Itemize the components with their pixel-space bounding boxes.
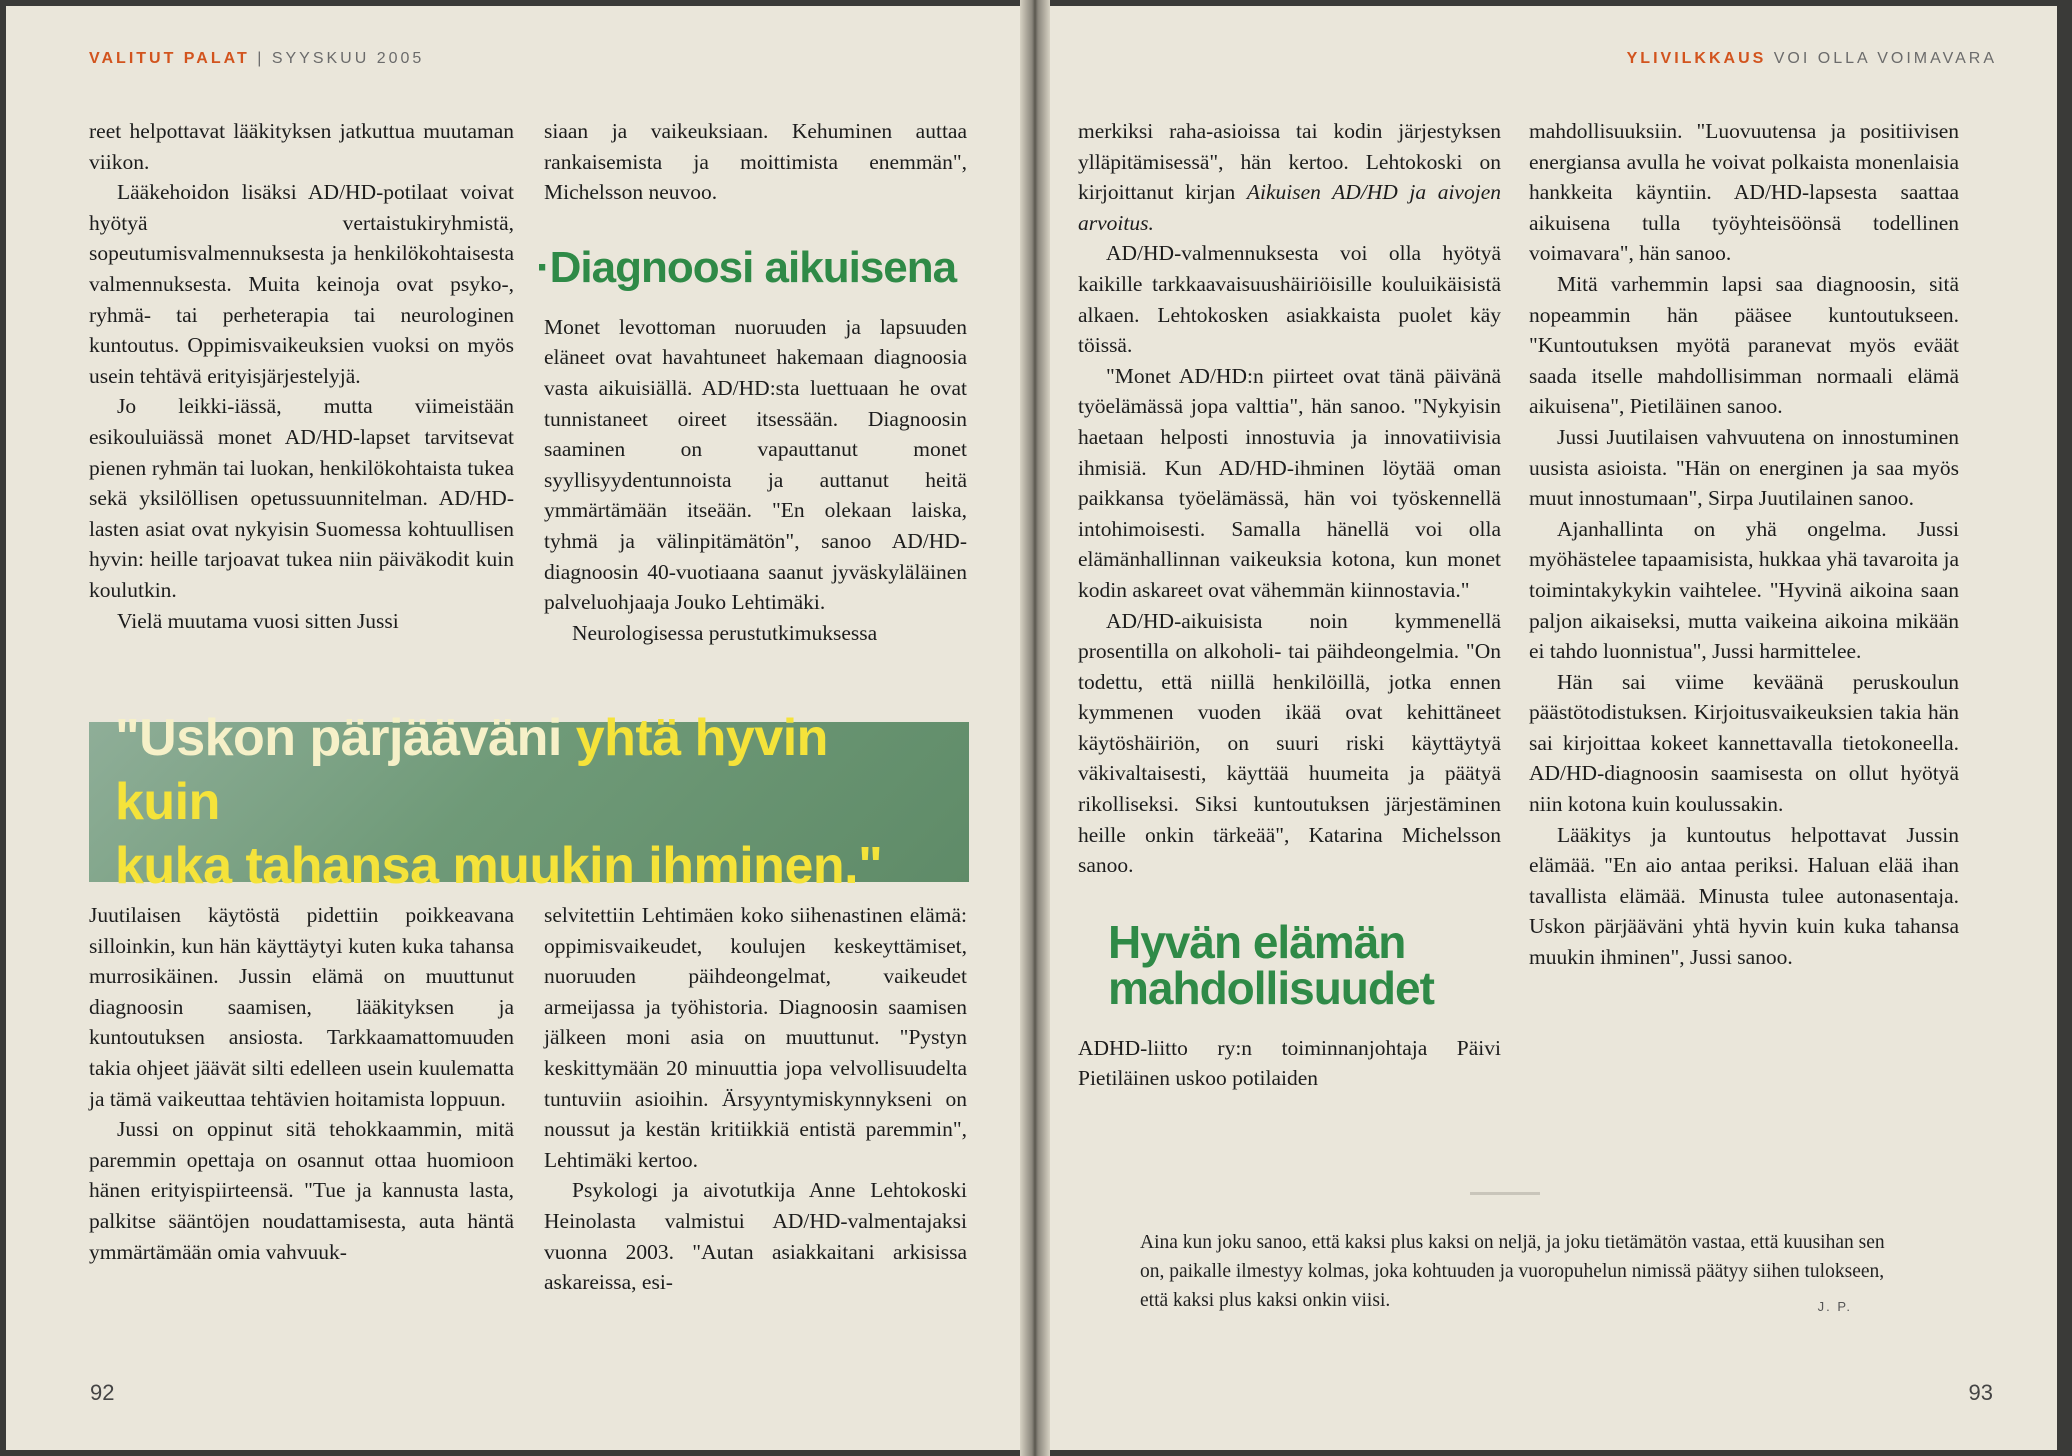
subheading-line: Hyvän elämän xyxy=(1108,915,1406,968)
magazine-name: VALITUT PALAT xyxy=(89,50,250,67)
signature: J. P. xyxy=(1817,1299,1852,1314)
paragraph: AD/HD-aikuisista noin kymmenellä prosentilla on alkoholi- tai päihdeongelmia. "On todettu, että niillä henkilöillä, jotka ennen kymmenen vuoden ikää ovat kehittäneet käytöshäiriön, on suuri riski käyttäytyä väkivaltaisesti, käyttää huumeita ja päätyä rikolliseksi. Siksi kuntoutuksen järjestäminen heille onkin tärkeää", Katarina Michelsson sanoo. xyxy=(1078,608,1501,878)
pull-quote-part-2: yhtä hyvin kuin xyxy=(115,709,828,831)
running-head-left xyxy=(89,50,424,68)
paragraph: ADHD-liitto ry:n toiminnanjohtaja Päivi Pietiläinen uskoo potilaiden xyxy=(1078,1035,1501,1091)
section-name: YLIVILKKAUS xyxy=(1626,50,1767,67)
paragraph: mahdollisuuksiin. "Luovuutensa ja positiivisen energiansa avulla he voivat polkaista monenlaisia hankkeita käyntiin. AD/HD-lapsesta saattaa aikuisena tulla työyhteisöönsä todellinen voimavara", hän sanoo. xyxy=(1529,119,1959,266)
pull-quote-part-1: "Uskon pärjääväni xyxy=(115,709,576,767)
left-column-2-bottom xyxy=(544,900,967,1298)
pull-quote xyxy=(89,709,969,895)
left-column-1-top xyxy=(89,116,514,636)
book-gutter xyxy=(1020,0,1050,1456)
paragraph: Neurologisessa perustutkimuksessa xyxy=(572,620,878,645)
left-page xyxy=(6,6,1031,1450)
paragraph: Ajanhallinta on yhä ongelma. Jussi myöhästelee tapaamisista, hukkaa yhä tavaroita ja toimintakykykin vaihtelee. "Hyvinä aikoina saan paljon aikaiseksi, mutta vaikeina aikoina mikään ei tahdo luonnistua", Jussi harmittelee. xyxy=(1529,516,1959,664)
paragraph: Mitä varhemmin lapsi saa diagnoosin, sitä nopeammin hän pääsee kuntoutukseen. "Kuntoutuksen myötä paranevat myös eväät saada itselle mahdollisimman normaali elämä aikuisena", Pietiläinen sanoo. xyxy=(1529,271,1959,419)
book-title: Aikuisen AD/HD ja aivojen arvoitus. xyxy=(1078,180,1501,235)
sidebar-quote-text: Aina kun joku sanoo, että kaksi plus kaksi on neljä, ja joku tietämätön vastaa, että kuusihan sen on, paikalle ilmestyy kolmas, joka kohtuuden ja vuoropuhelun nimissä päätyy siihen tulokseen, että kaksi plus kaksi onkin viisi. xyxy=(1140,1232,1885,1311)
paragraph: Hän sai viime keväänä peruskoulun päästötodistuksen. Kirjoitusvaikeuksien takia hän sai kirjoittaa kokeet kannettavalla tietokoneella. AD/HD-diagnoosin saamisesta on ollut hyötyä niin kotona kuin koulussakin. xyxy=(1529,669,1959,817)
subheading-diagnoosi: ·Diagnoosi aikuisena xyxy=(536,242,957,292)
left-column-1-bottom xyxy=(89,900,514,1267)
paragraph: Monet levottoman nuoruuden ja lapsuuden eläneet ovat havahtuneet hakemaan diagnoosia vasta aikuisiällä. AD/HD:sta luettuaan he ovat tunnistaneet oireet itsessään. Diagnoosin saaminen on vapauttanut monet syyllisyydentunnoista ja auttanut heitä ymmärtämään itseään. "En olekaan laiska, tyhmä ja välinpitämätön", sanoo AD/HD-diagnoosin 40-vuotiaana saanut jyväskyläläinen palveluohjaaja Jouko Lehtimäki. xyxy=(544,314,967,615)
paragraph: Jussi on oppinut sitä tehokkaammin, mitä paremmin opettaja on osannut ottaa huomioon hänen erityispiirteensä. "Tue ja kannusta lasta, palkitse sääntöjen noudattamisesta, auta häntä ymmärtämään omia vahvuuk- xyxy=(89,1117,514,1264)
page-number-left: 92 xyxy=(90,1380,115,1405)
paragraph: Psykologi ja aivotutkija Anne Lehtokoski Heinolasta valmistui AD/HD-valmentajaksi vuonna 2003. "Autan asiakkaitani arkisissa askareissa, esi- xyxy=(544,1178,967,1295)
right-column-2 xyxy=(1529,116,1959,973)
pull-quote-part-3: kuka tahansa muukin ihminen." xyxy=(115,837,883,895)
running-head-right xyxy=(1627,50,1997,68)
paragraph: siaan ja vaikeuksiaan. Kehuminen auttaa rankaisemista ja moittimista enemmän", Michelsson neuvoo. xyxy=(544,119,967,205)
subheading-line: mahdollisuudet xyxy=(1108,961,1434,1014)
paragraph: Jussi Juutilaisen vahvuutena on innostuminen uusista asioista. "Hän on energinen ja saa myös muut innostumaan", Sirpa Juutilainen sanoo. xyxy=(1529,424,1959,511)
paragraph xyxy=(1078,116,1501,238)
paragraph: reet helpottavat lääkityksen jatkuttua muutaman viikon. xyxy=(89,119,514,174)
page-number-right: 93 xyxy=(1968,1380,1993,1405)
paragraph: "Monet AD/HD:n piirteet ovat tänä päivänä työelämässä jopa valttia", hän sanoo. "Nykyisin haetaan helposti innostuvia ja innovatiivisia ihmisiä. Kun AD/HD-ihminen löytää oman paikkansa työelämässä, hän voi työskennellä intohimoisesti. Samalla hänellä voi olla elämänhallinnan vaikeuksia kotona, kun monet kodin askareet ovat vähemmän kiinnostavia." xyxy=(1078,363,1501,602)
sidebar-quote xyxy=(1140,1228,1900,1315)
paragraph: Lääkitys ja kuntoutus helpottavat Jussin elämää. "En aio antaa periksi. Haluan elää ihan tavallista elämää. Minusta tulee autonasentaja. Uskon pärjääväni yhtä hyvin kuin kuka tahansa muukin ihminen", Jussi sanoo. xyxy=(1529,822,1959,970)
divider xyxy=(1470,1192,1540,1195)
paragraph: Jo leikki-iässä, mutta viimeistään esikouluiässä monet AD/HD-lapset tarvitsevat pienen ryhmän tai luokan, henkilökohtaista tukea sekä yksilöllisen opetussuunnitelman. AD/HD-lasten asiat ovat nykyisin Suomessa kohtuullisen hyvin: heille tarjoavat tukea niin päiväkodit kuin koulutkin. xyxy=(89,394,514,602)
paragraph-text: merkiksi raha-asioissa tai kodin järjestyksen ylläpitämisessä", hän kertoo. Lehtokoski on kirjoittanut kirjan xyxy=(1078,119,1501,205)
paragraph: Lääkehoidon lisäksi AD/HD-potilaat voivat hyötyä vertaistukiryhmistä, sopeutumisvalmennuksesta ja henkilökohtaisesta valmennuksesta. Muita keinoja ovat psyko-, ryhmä- tai perheterapia tai neurologinen kuntoutus. Oppimisvaikeuksien vuoksi on myös usein tehtävä erityisjärjestelyjä. xyxy=(89,180,514,388)
paragraph: Juutilaisen käytöstä pidettiin poikkeavana silloinkin, kun hän käyttäytyi kuten kuka tahansa murrosikäinen. Jussin elämä on muuttunut diagnoosin saamisen, lääkityksen ja kuntoutuksen ansiosta. Tarkkaamattomuuden takia ohjeet jäävät silti edelleen usein kuulematta ja tämä vaikeuttaa tehtävien hoitamista loppuun. xyxy=(89,903,514,1111)
right-column-1 xyxy=(1078,116,1501,1094)
paragraph: AD/HD-valmennuksesta voi olla hyötyä kaikille tarkkaavaisuushäiriöisille kouluikäisistä alkaen. Lehtokosken asiakkaista puolet käy töissä. xyxy=(1078,241,1501,358)
paragraph: Vielä muutama vuosi sitten Jussi xyxy=(117,608,399,633)
section-subtitle: VOI OLLA VOIMAVARA xyxy=(1773,50,1997,67)
issue-date: | SYYSKUU 2005 xyxy=(257,50,425,67)
subheading-hyvan-elaman xyxy=(1108,915,1501,1014)
left-column-2-top xyxy=(536,116,967,648)
paragraph: selvitettiin Lehtimäen koko siihenastinen elämä: oppimisvaikeudet, koulujen keskeyttämiset, nuoruuden päihdeongelmat, vaikeudet armeijassa ja työhistoria. Diagnoosin saamisen jälkeen moni asia on muuttunut. "Pystyn keskittymään 20 minuuttia jopa velvollisuudelta tuntuviin asioihin. Ärsyyntymiskynnykseni on noussut ja kestän kritiikkiä entistä paremmin", Lehtimäki kertoo. xyxy=(544,903,967,1172)
